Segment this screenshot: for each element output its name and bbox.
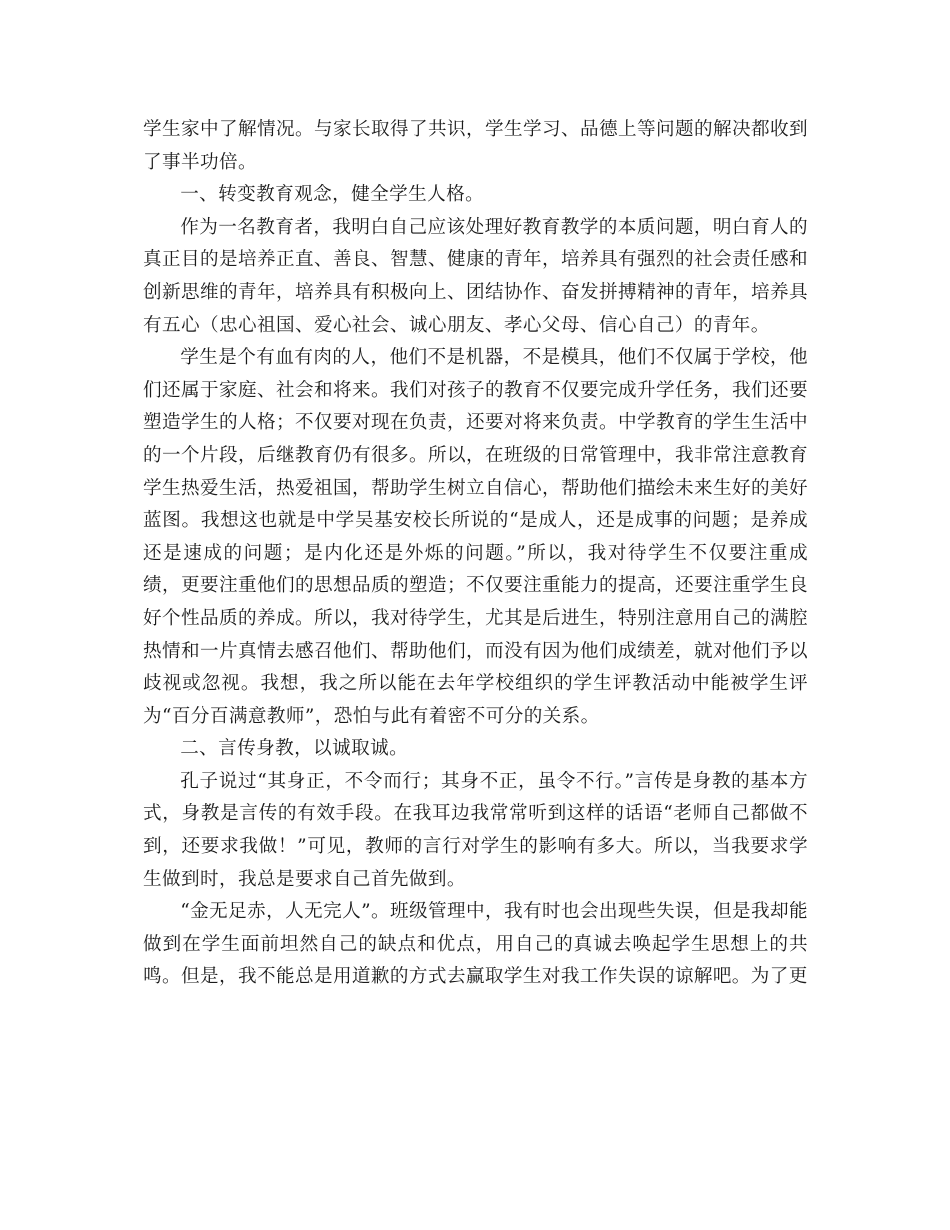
paragraph-3: 学生是个有血有肉的人，他们不是机器，不是模具，他们不仅属于学校，他们还属于家庭、社会和将来。我们对孩子的教育不仅要完成升学任务，我们还要塑造学生的人格；不仅要对现在负责，还要对将来负责。中学教育的学生生活中的一个片段，后继教育仍有很多。所以，在班级的日常管理中，我非常注意教育学生热爱生活，热爱祖国，帮助学生树立自信心，帮助他们描绘未来生好的美好蓝图。我想这也就是中学吴基安校长所说的“是成人，还是成事的问题；是养成还是速成的问题；是内化还是外烁的问题。”所以，我对待学生不仅要注重成绩，更要注重他们的思想品质的塑造；不仅要注重能力的提高，还要注重学生良好个性品质的养成。所以，我对待学生，尤其是后进生，特别注意用自己的满腔热情和一片真情去感召他们、帮助他们，而没有因为他们成绩差，就对他们予以歧视或忽视。我想，我之所以能在去年学校组织的学生评教活动中能被学生评为“百分百满意教师”，恐怕与此有着密不可分的关系。 (143, 347, 808, 727)
section-heading-1: 一、转变教育观念，健全学生人格。 (180, 184, 485, 206)
document-body (143, 114, 808, 994)
paragraph-2: 作为一名教育者，我明白自己应该处理好教育教学的本质问题，明白育人的真正目的是培养正直、善良、智慧、健康的青年，培养具有强烈的社会责任感和创新思维的青年，培养具有积极向上、团结协作、奋发拼搏精神的青年，培养具有五心（忠心祖国、爱心社会、诚心朋友、孝心父母、信心自己）的青年。 (143, 216, 808, 336)
paragraph-5: “金无足赤，人无完人”。班级管理中，我有时也会出现些失误，但是我却能做到在学生面前坦然自己的缺点和优点，用自己的真诚去唤起学生思想上的共鸣。但是，我不能总是用道歉的方式去赢取学生对我工作失误的谅解吧。为了更 (143, 901, 808, 988)
section-heading-2: 二、言传身教，以诚取诚。 (180, 738, 409, 760)
paragraph-4: 孔子说过“其身正，不令而行；其身不正，虽令不行。”言传是身教的基本方式，身教是言传的有效手段。在我耳边我常常听到这样的话语“老师自己都做不到，还要求我做！”可见，教师的言行对学生的影响有多大。所以，当我要求学生做到时，我总是要求自己首先做到。 (143, 770, 808, 890)
paragraph-1: 学生家中了解情况。与家长取得了共识，学生学习、品德上等问题的解决都收到了事半功倍。 (143, 119, 808, 173)
